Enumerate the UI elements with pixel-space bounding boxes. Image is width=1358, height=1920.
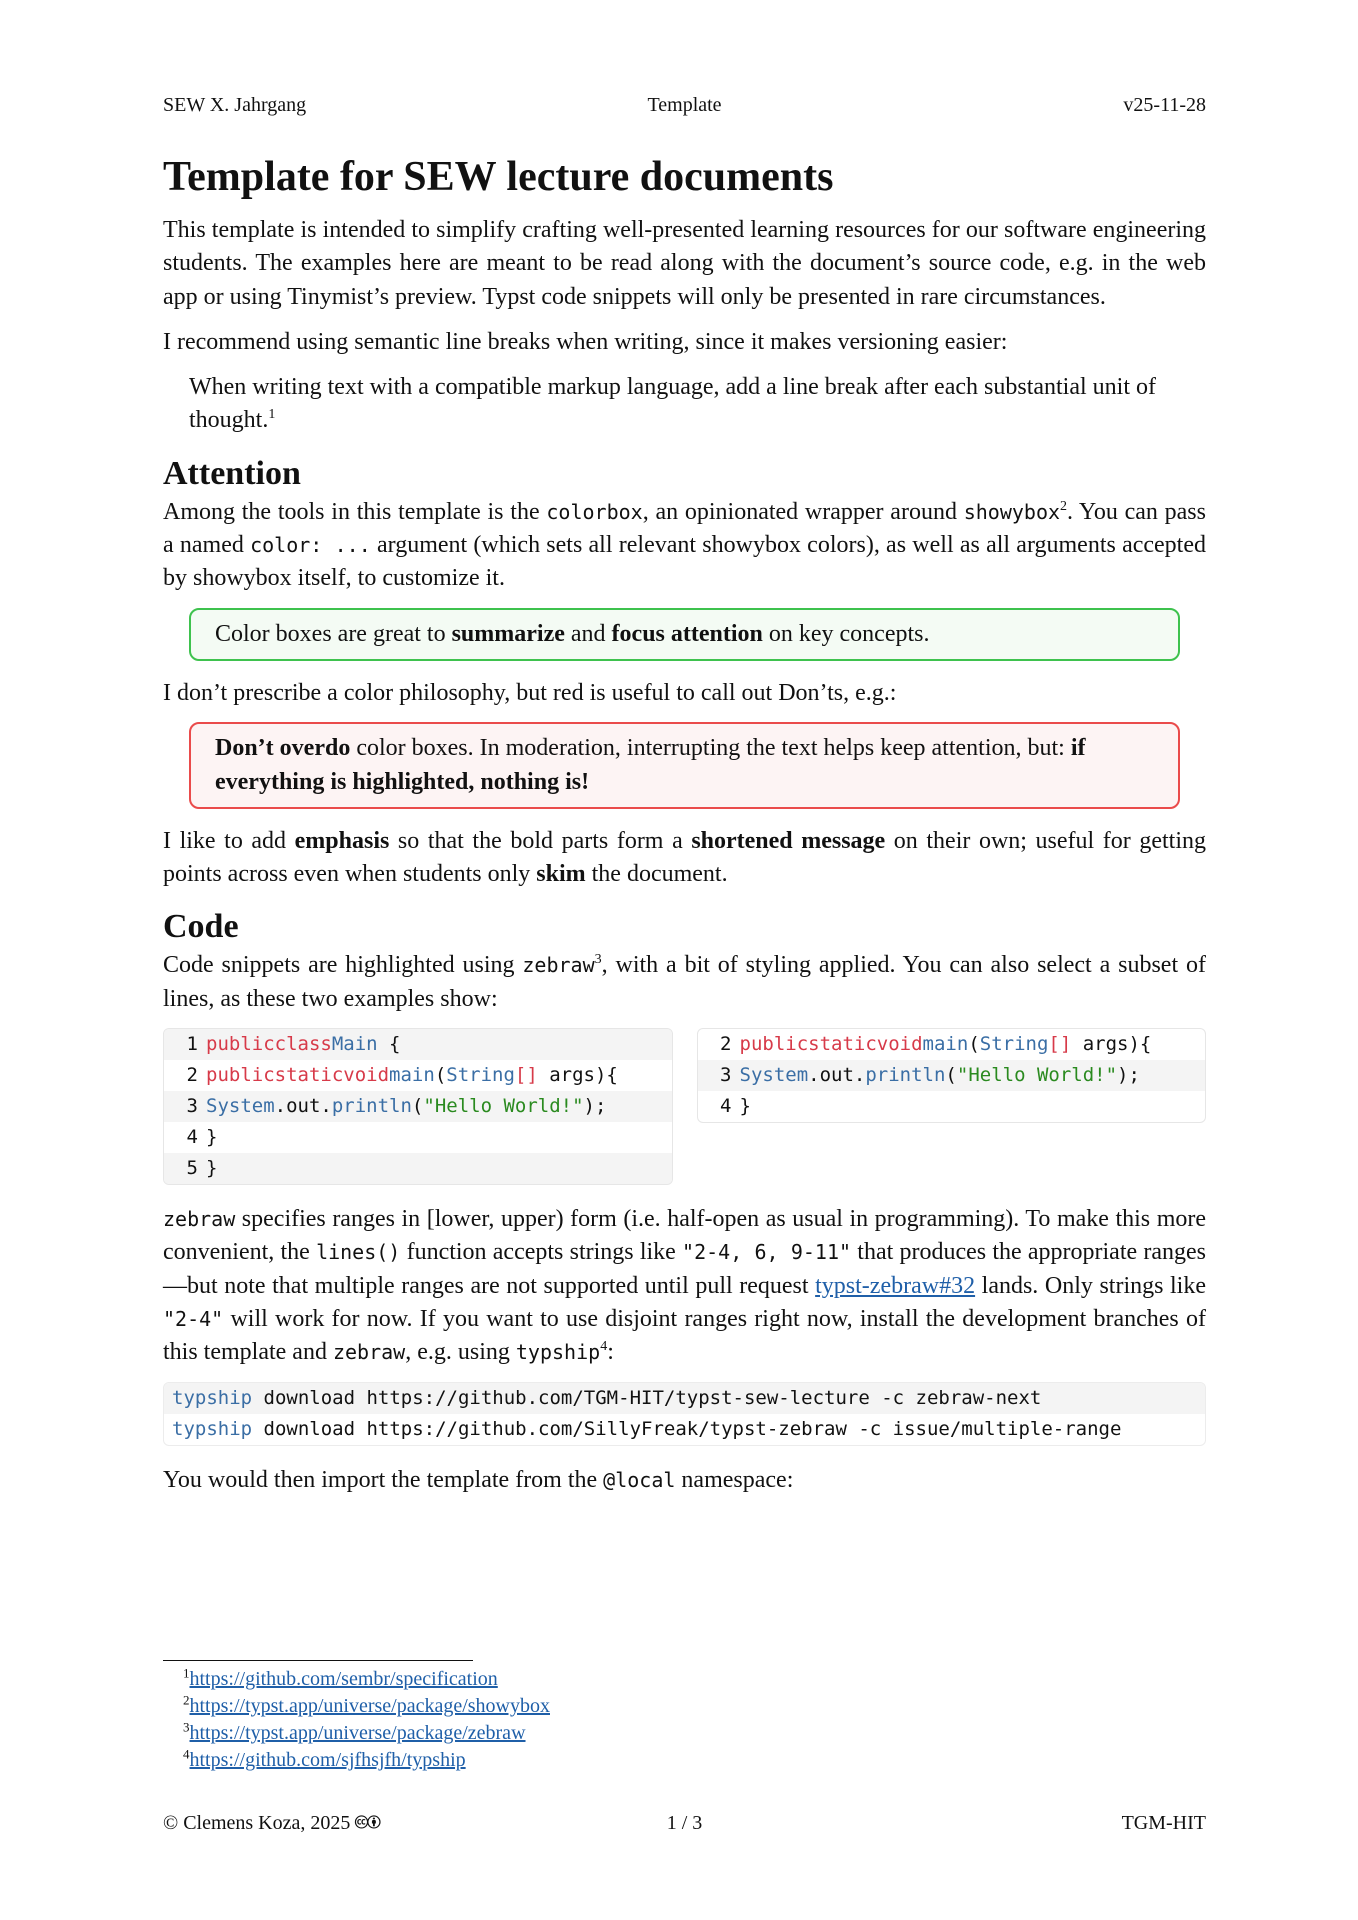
- footer-institution: TGM-HIT: [1121, 1812, 1206, 1834]
- code-line: 2 public static void main ( String [] args){: [720, 1033, 1152, 1056]
- code-line: 2 public static void main ( String [] args){: [186, 1064, 618, 1087]
- footnote-link[interactable]: https://typst.app/universe/package/showybox: [189, 1695, 550, 1717]
- header-course: SEW X. Jahrgang: [163, 94, 307, 116]
- header-version: v25-11-28: [1123, 94, 1206, 116]
- document-body: [163, 150, 1206, 1509]
- blockquote: [189, 371, 1189, 438]
- footnote-link[interactable]: https://typst.app/universe/package/zebraw: [189, 1722, 526, 1744]
- footnote: $^4$https://github.com/sjfhsjfh/typship: [183, 1746, 466, 1771]
- footnote-link[interactable]: https://github.com/sembr/specification: [189, 1668, 498, 1690]
- footnote: $^2$https://typst.app/universe/package/showybox: [183, 1692, 550, 1717]
- color-philosophy-paragraph: I don’t prescribe a color philosophy, but red is useful to call out Don’ts, e.g.:: [163, 679, 897, 706]
- zebraw-ranges-paragraph: zebraw specifies ranges in [lower, upper) form (i.e. half-open as usual in programming). To make this more convenient, the lines() function accepts strings like "2-4, 6, 9-11" that produces the appropriate ranges—but note that multiple ranges are not supported until pull request typst-zebraw#32 lands. Only strings like "2-4" will work for now. If you want to use disjoint ranges right now, install the development branches of this template and zebraw, e.g. using typship$^4$:: [163, 1206, 1207, 1366]
- code-block-subset: [697, 1028, 1207, 1123]
- code-block-full: [163, 1028, 673, 1185]
- local-namespace-paragraph: You would then import the template from the @local namespace:: [163, 1466, 794, 1493]
- footnote: $^1$https://github.com/sembr/specification: [183, 1665, 498, 1690]
- code-line: 3 System .out. println ( "Hello World!" );: [698, 1060, 1206, 1091]
- footnote: $^3$https://typst.app/universe/package/zebraw: [183, 1719, 526, 1744]
- header-title: Template: [647, 94, 722, 116]
- inline-code: color: ...: [250, 533, 371, 558]
- inline-code: zebraw: [522, 953, 595, 978]
- emphasis-paragraph: I like to add emphasis so that the bold parts form a shortened message on their own; useful for getting points across even when students only skim the document.: [163, 827, 1207, 888]
- code-examples: [163, 1028, 1206, 1185]
- footnote-ref-1[interactable]: 1: [268, 407, 276, 423]
- colorbox-paragraph: Among the tools in this template is the colorbox, an opinionated wrapper around showybox$^2$. You can pass a named color: ... argument (which sets all relevant showybox colors), as well as all arguments accepted by showybox itself, to customize it.: [163, 498, 1206, 592]
- footnotes: [183, 1666, 550, 1774]
- footnote-ref-4[interactable]: 4: [600, 1339, 608, 1355]
- code-line: 5 }: [164, 1153, 672, 1184]
- code-intro-paragraph: Code snippets are highlighted using zebraw$^3$, with a bit of styling applied. You can also select a subset of lines, as these two examples show:: [163, 952, 1206, 1012]
- inline-code: colorbox: [546, 499, 643, 524]
- footer-page-number: 1 / 3: [666, 1812, 703, 1834]
- quote-text: When writing text with a compatible markup language, add a line break after each substantial unit of thought.: [189, 374, 1156, 434]
- section-heading-code: Code: [163, 908, 239, 946]
- code-line: 1 public class Main {: [164, 1029, 672, 1060]
- document-title: Template for SEW lecture documents: [163, 154, 834, 200]
- inline-code: showybox: [963, 499, 1061, 524]
- green-colorbox: Color boxes are great to summarize and focus attention on key concepts.: [189, 608, 1180, 661]
- semantic-line-breaks-paragraph: I recommend using semantic line breaks when writing, since it makes versioning easier:: [163, 328, 1008, 355]
- footer-copyright: © Clemens Koza, 2025 🅭🅯: [163, 1812, 380, 1834]
- footnote-ref-2[interactable]: 2: [1060, 498, 1068, 514]
- footnote-ref-3[interactable]: 3: [594, 952, 602, 968]
- footnote-separator: [163, 1660, 473, 1661]
- pull-request-link[interactable]: typst-zebraw#32: [815, 1272, 976, 1299]
- code-line: 4 }: [186, 1126, 218, 1149]
- intro-paragraph: This template is intended to simplify crafting well-presented learning resources for our software engineering students. The examples here are meant to be read along with the document’s source code, e.g. in the web app or using Tinymist’s preview. Typst code snippets will only be presented in rare circumstances.: [163, 217, 1206, 310]
- command-line: typship download https://github.com/SillyFreak/typst-zebraw -c issue/multiple-range: [172, 1417, 1122, 1440]
- red-colorbox: Don’t overdo color boxes. In moderation, interrupting the text helps keep attention, but: if everything is highlighted, nothing is!: [189, 722, 1180, 809]
- page-header: [163, 94, 1206, 124]
- code-line: 3 System .out. println ( "Hello World!" );: [164, 1091, 672, 1122]
- code-line: 4 }: [720, 1095, 751, 1118]
- footnote-link[interactable]: https://github.com/sjfhsjfh/typship: [189, 1749, 466, 1771]
- section-heading-attention: Attention: [163, 454, 301, 492]
- typship-commands: [163, 1382, 1206, 1446]
- command-line: typship download https://github.com/TGM-HIT/typst-sew-lecture -c zebraw-next: [164, 1383, 1205, 1414]
